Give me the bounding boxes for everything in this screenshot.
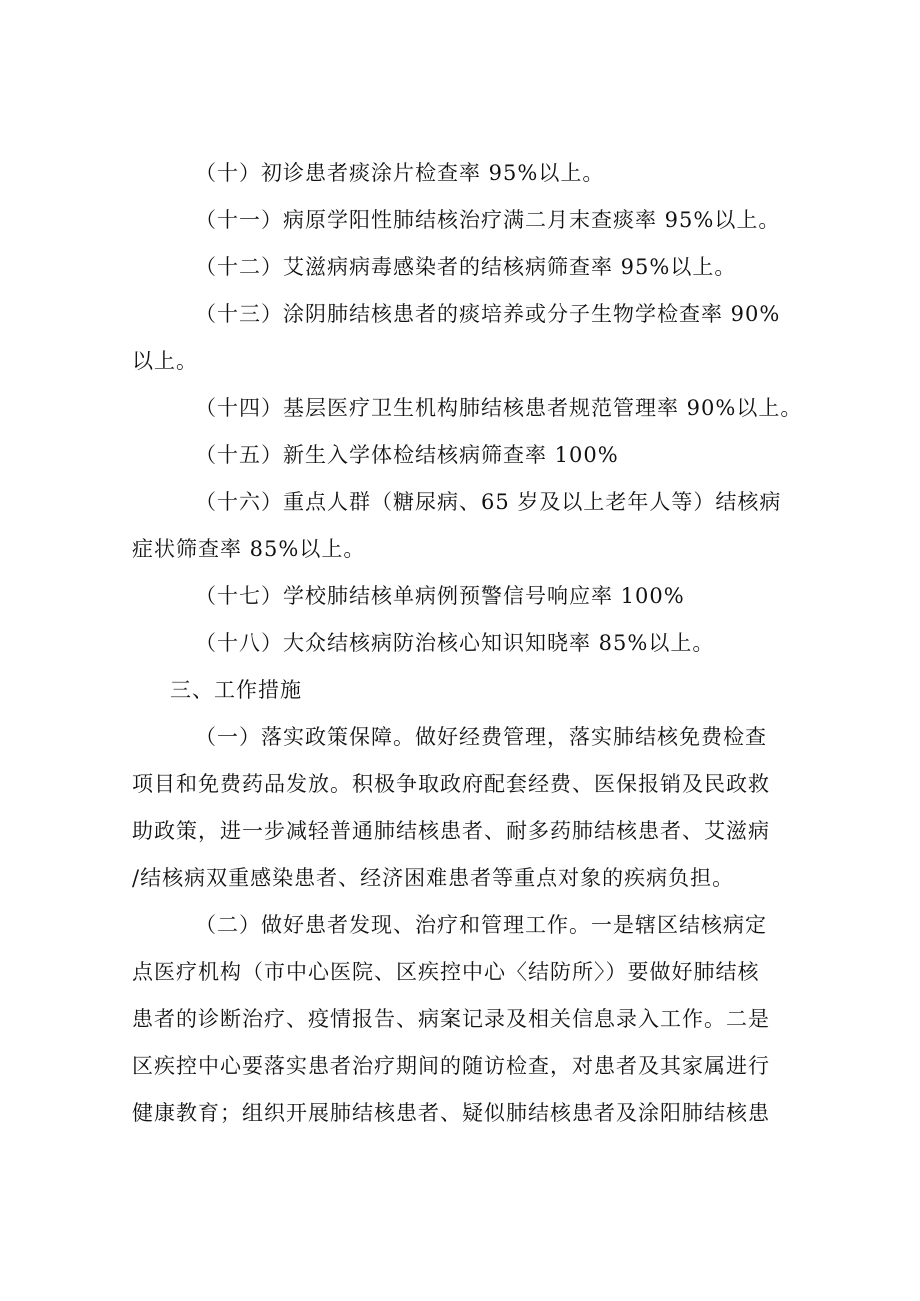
measure-2-line-5: 健康教育；组织开展肺结核患者、疑似肺结核患者及涂阳肺结核患: [132, 1101, 770, 1125]
item-10-line: （十）初诊患者痰涂片检查率 95%以上。: [195, 161, 605, 185]
item-16-line-2: 症状筛查率 85%以上。: [132, 537, 366, 561]
measure-2-line-4: 区疾控中心要落实患者治疗期间的随访检查，对患者及其家属进行: [132, 1054, 770, 1078]
measure-2-line-1: （二）做好患者发现、治疗和管理工作。一是辖区结核病定: [195, 913, 767, 937]
measure-1-line-2: 项目和免费药品发放。积极争取政府配套经费、医保报销及民政救: [132, 772, 770, 796]
item-13-line-2: 以上。: [132, 349, 198, 373]
item-14-line: （十四）基层医疗卫生机构肺结核患者规范管理率 90%以上。: [195, 396, 803, 420]
measure-2-line-3: 患者的诊断治疗、疫情报告、病案记录及相关信息录入工作。二是: [132, 1007, 770, 1031]
item-16-line-1: （十六）重点人群（糖尿病、65 岁及以上老年人等）结核病: [195, 490, 782, 514]
measure-2-line-2: 点医疗机构（市中心医院、区疾控中心〈结防所〉）要做好肺结核: [132, 960, 760, 984]
item-13-line-1: （十三）涂阴肺结核患者的痰培养或分子生物学检查率 90%: [195, 302, 781, 326]
measure-1-line-4: /结核病双重感染患者、经济困难患者等重点对象的疾病负担。: [132, 866, 735, 890]
measure-1-line-1: （一）落实政策保障。做好经费管理，落实肺结核免费检查: [195, 725, 767, 749]
item-11-line: （十一）病原学阳性肺结核治疗满二月末查痰率 95%以上。: [195, 208, 781, 232]
item-18-line: （十八）大众结核病防治核心知识知晓率 85%以上。: [195, 631, 715, 655]
item-12-line: （十二）艾滋病病毒感染者的结核病筛查率 95%以上。: [195, 255, 737, 279]
item-17-line: （十七）学校肺结核单病例预警信号响应率 100%: [195, 584, 685, 608]
item-15-line: （十五）新生入学体检结核病筛查率 100%: [195, 443, 619, 467]
measure-1-line-3: 助政策，进一步减轻普通肺结核患者、耐多药肺结核患者、艾滋病: [132, 819, 770, 843]
section-heading: 三、工作措施: [170, 678, 302, 702]
